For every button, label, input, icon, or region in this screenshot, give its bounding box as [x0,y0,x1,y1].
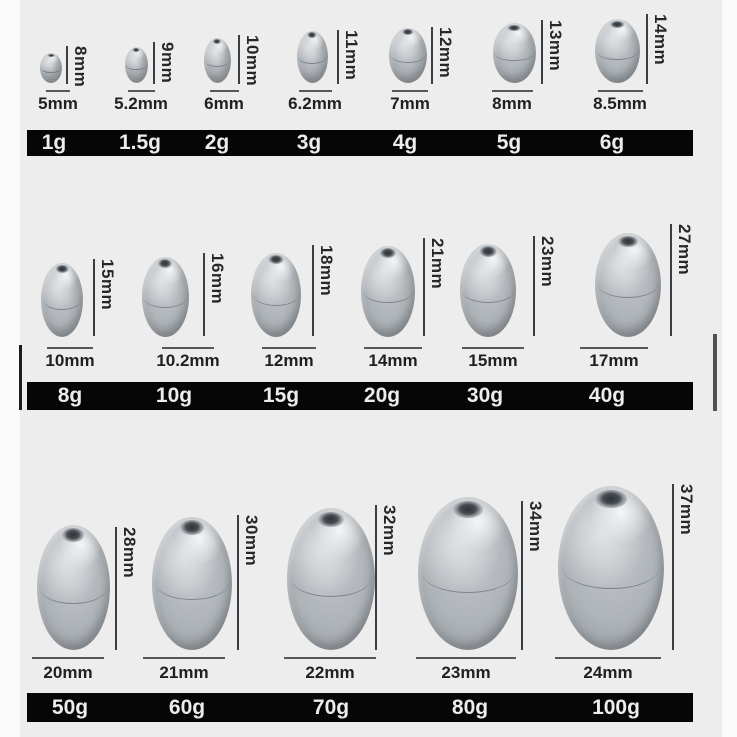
weight-label: 1.5g [118,131,162,154]
sinker-photo [558,486,664,650]
height-label: 16mm [208,253,227,305]
weight-label: 10g [155,384,193,407]
weight-label: 3g [296,131,322,154]
diameter-label: 8mm [492,94,532,113]
diameter-label: 24mm [583,663,633,682]
weight-label: 6g [599,131,625,154]
diameter-measure-line [284,657,376,659]
sinker-photo [152,517,232,650]
weight-label: 30g [466,384,504,407]
diameter-label: 7mm [390,94,430,113]
height-label: 21mm [428,238,447,290]
height-label: 11mm [342,30,361,81]
height-label: 23mm [538,236,557,288]
height-label: 27mm [675,224,694,276]
height-measure-line [375,505,377,650]
sinker-seam [291,559,372,597]
weight-label: 8g [57,384,83,407]
diameter-label: 22mm [305,663,355,682]
height-label: 13mm [546,20,565,72]
height-label: 14mm [651,14,670,66]
height-label: 12mm [436,27,455,79]
height-label: 30mm [242,515,261,567]
sinker-photo [37,525,110,650]
diameter-label: 6.2mm [288,94,342,113]
weight-label: 70g [312,696,350,719]
sinker-hole-icon [180,520,204,535]
height-label: 18mm [317,245,336,297]
sinker-seam [422,552,514,593]
weight-label: 4g [392,131,418,154]
diameter-label: 5.2mm [114,94,168,113]
weight-label: 5g [496,131,522,154]
weight-label: 80g [451,696,489,719]
diameter-label: 21mm [159,663,209,682]
sinker-photo [418,497,518,650]
height-measure-line [115,527,117,650]
height-measure-line [521,501,523,650]
height-label: 15mm [98,259,117,311]
diameter-label: 14mm [368,351,418,370]
height-label: 32mm [380,505,399,557]
weight-label: 100g [592,696,640,719]
weight-label: 50g [51,696,89,719]
diameter-label: 10.2mm [156,351,220,370]
diameter-label: 15mm [468,351,518,370]
weight-label: 60g [168,696,206,719]
height-label: 9mm [158,42,177,84]
sinker-seam [39,570,106,604]
diameter-label: 20mm [43,663,93,682]
sinker-hole-icon [595,490,627,508]
height-measure-line [672,484,674,650]
height-label: 28mm [120,527,139,579]
height-label: 8mm [71,46,90,88]
weight-label: 40g [588,384,626,407]
weight-label: 2g [204,131,230,154]
height-label: 37mm [677,484,696,536]
sinker-hole-icon [453,501,483,518]
diameter-measure-line [32,657,104,659]
weight-bar [27,693,693,722]
diameter-label: 12mm [264,351,314,370]
diameter-label: 6mm [204,94,244,113]
sinker-seam [562,545,660,589]
height-label: 10mm [243,35,262,87]
diameter-label: 17mm [589,351,639,370]
sinker-hole-icon [62,528,84,542]
height-measure-line [237,515,239,650]
sinker-seam [155,565,229,601]
diameter-label: 23mm [441,663,491,682]
diameter-label: 8.5mm [593,94,647,113]
sinker-photo [287,508,375,650]
diameter-measure-line [555,657,661,659]
sinker-hole-icon [318,512,344,528]
diameter-measure-line [143,657,225,659]
height-label: 34mm [526,501,545,553]
diameter-measure-line [416,657,516,659]
weight-label: 15g [262,384,300,407]
weight-label: 1g [41,131,67,154]
diameter-label: 10mm [45,351,95,370]
weight-label: 20g [363,384,401,407]
diameter-label: 5mm [38,94,78,113]
